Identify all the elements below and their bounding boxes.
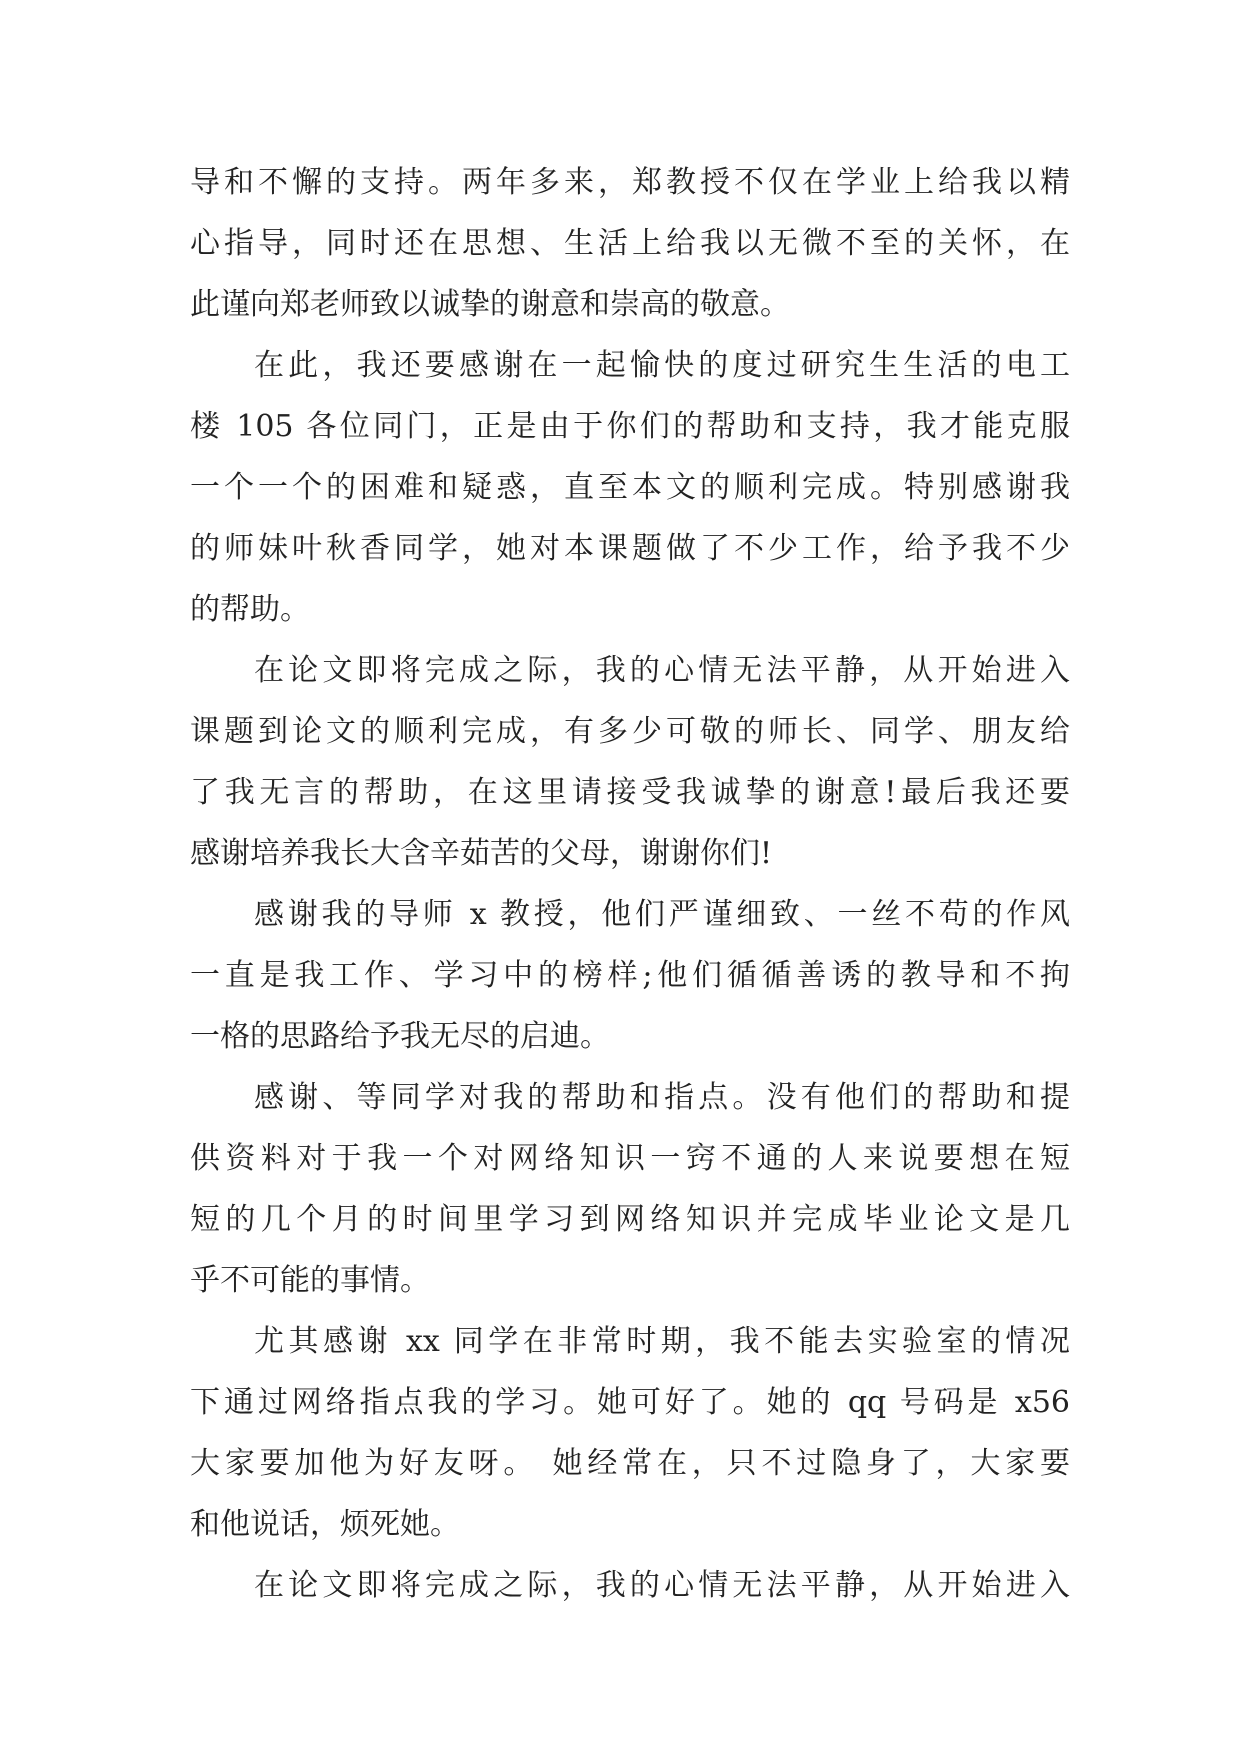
text-line: 一个一个的困难和疑惑，直至本文的顺利完成。特别感谢我: [190, 470, 1070, 505]
text-line: 的师妹叶秋香同学，她对本课题做了不少工作，给予我不少: [190, 531, 1070, 566]
text-line: 感谢、等同学对我的帮助和指点。没有他们的帮助和提: [254, 1080, 1070, 1115]
text-line: 在论文即将完成之际，我的心情无法平静，从开始进入: [254, 1568, 1070, 1603]
text-line: 课题到论文的顺利完成，有多少可敬的师长、同学、朋友给: [190, 714, 1070, 749]
text-line: 在此，我还要感谢在一起愉快的度过研究生生活的电工: [254, 348, 1070, 383]
body-text: [190, 152, 1070, 1616]
text-line: 大家要加他为好友呀。 她经常在，只不过隐身了，大家要: [190, 1446, 1070, 1481]
text-line: 心指导，同时还在思想、生活上给我以无微不至的关怀，在: [190, 226, 1070, 261]
text-line: 一直是我工作、学习中的榜样;他们循循善诱的教导和不拘: [190, 958, 1070, 993]
text-line: 和他说话，烦死她。: [190, 1507, 460, 1542]
text-line: 供资料对于我一个对网络知识一窍不通的人来说要想在短: [190, 1141, 1070, 1176]
text-line: 短的几个月的时间里学习到网络知识并完成毕业论文是几: [190, 1202, 1070, 1237]
text-line: 的帮助。: [190, 592, 310, 627]
text-line: 乎不可能的事情。: [190, 1263, 430, 1298]
text-line: 楼 105 各位同门，正是由于你们的帮助和支持，我才能克服: [190, 409, 1070, 444]
text-line: 在论文即将完成之际，我的心情无法平静，从开始进入: [254, 653, 1070, 688]
text-line: 了我无言的帮助，在这里请接受我诚挚的谢意!最后我还要: [190, 775, 1070, 810]
text-line: 下通过网络指点我的学习。她可好了。她的 qq 号码是 x56: [190, 1385, 1070, 1420]
text-line: 导和不懈的支持。两年多来，郑教授不仅在学业上给我以精: [190, 165, 1070, 200]
text-line: 感谢培养我长大含辛茹苦的父母，谢谢你们!: [190, 836, 773, 871]
text-line: 尤其感谢 xx 同学在非常时期，我不能去实验室的情况: [254, 1324, 1070, 1359]
text-line: 感谢我的导师 x 教授，他们严谨细致、一丝不苟的作风: [254, 897, 1070, 932]
text-line: 此谨向郑老师致以诚挚的谢意和崇高的敬意。: [190, 287, 790, 322]
text-line: 一格的思路给予我无尽的启迪。: [190, 1019, 610, 1054]
